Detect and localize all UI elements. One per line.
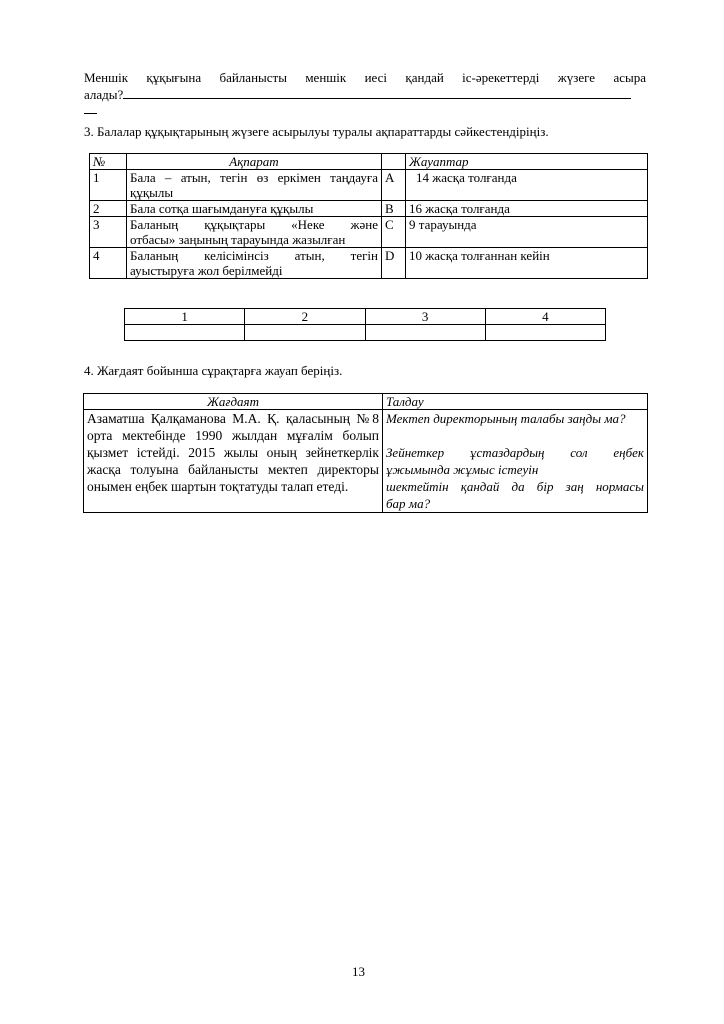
question-3-heading: 3. Балалар құқықтарының жүзеге асырылуы туралы ақпараттарды сәйкестендіріңіз. <box>84 124 549 139</box>
answer-grid-col-1: 1 <box>125 309 245 325</box>
row-answer: 16 жасқа толғанда <box>406 201 648 217</box>
page-number: 13 <box>352 964 365 979</box>
analysis-question-2-line-1: Зейнеткер ұстаздардың сол еңбек <box>386 445 644 460</box>
table-row <box>90 248 648 279</box>
row-answer: 14 жасқа толғанда <box>406 170 648 201</box>
situation-table <box>83 393 648 513</box>
row-num: 1 <box>90 170 127 201</box>
answer-grid-col-2: 2 <box>245 309 365 325</box>
answer-cell[interactable] <box>365 325 485 341</box>
row-info: Бала сотқа шағымдануға құқылы <box>127 201 382 217</box>
question-1-ending: алады? <box>84 87 124 102</box>
matching-table <box>89 153 648 279</box>
row-info: Баланың келісімінсіз атын, тегін ауыстыруға жол берілмейді <box>127 248 382 279</box>
row-num: 3 <box>90 217 127 248</box>
row-letter: C <box>382 217 406 248</box>
table-row <box>90 217 648 248</box>
header-letter-empty <box>382 154 406 170</box>
header-answers: Жауаптар <box>406 154 648 170</box>
header-info: Ақпарат <box>127 154 382 170</box>
analysis-cell <box>383 410 648 513</box>
situation-row <box>84 410 648 513</box>
answer-grid-blank-row <box>125 325 606 341</box>
answer-grid <box>124 308 606 341</box>
header-situation: Жағдаят <box>84 394 383 410</box>
answer-cell[interactable] <box>125 325 245 341</box>
row-info: Бала – атын, тегін өз еркімен таңдауға құқылы <box>127 170 382 201</box>
analysis-spacer <box>386 427 644 444</box>
situation-text: Азаматша Қалқаманова М.А. Қ. қаласының №8 орта мектебінде 1990 жылдан мұғалім болып қызмет істейді. 2015 жылы оның зейнеткерлік жасқа толуына байланысты мектеп директоры онымен еңбек шартын тоқтатуды талап етеді. <box>84 410 383 513</box>
row-letter: A <box>382 170 406 201</box>
question-1-line-1: Меншік құқығына байланысты меншік иесі қандай іс-әрекеттерді жүзеге асыра <box>84 70 646 85</box>
row-answer: 10 жасқа толғаннан кейін <box>406 248 648 279</box>
table-row <box>90 201 648 217</box>
analysis-question-2-line-2: ұжымында жұмыс істеуін <box>386 462 539 477</box>
row-letter: B <box>382 201 406 217</box>
header-analysis: Талдау <box>383 394 648 410</box>
row-letter: D <box>382 248 406 279</box>
row-num: 4 <box>90 248 127 279</box>
answer-cell[interactable] <box>245 325 365 341</box>
question-1-line-2 <box>84 86 646 103</box>
header-num: № <box>90 154 127 170</box>
answer-cell[interactable] <box>485 325 605 341</box>
analysis-question-2-line-3: шектейтін қандай да бір заң нормасы <box>386 479 644 494</box>
answer-blank-dash <box>84 103 97 114</box>
answer-grid-header <box>125 309 606 325</box>
question-4-heading: 4. Жағдаят бойынша сұрақтарға жауап беріңіз. <box>84 363 343 378</box>
analysis-question-1: Мектеп директорының талабы заңды ма? <box>386 411 626 426</box>
matching-table-header <box>90 154 648 170</box>
answer-blank-line <box>123 86 631 99</box>
answer-blank-continuation <box>84 102 97 118</box>
row-num: 2 <box>90 201 127 217</box>
situation-table-header <box>84 394 648 410</box>
answer-grid-col-4: 4 <box>485 309 605 325</box>
answer-grid-col-3: 3 <box>365 309 485 325</box>
analysis-question-2-line-4: бар ма? <box>386 496 431 511</box>
row-info: Баланың құқықтары «Неке және отбасы» заңының тарауында жазылған <box>127 217 382 248</box>
row-answer: 9 тарауында <box>406 217 648 248</box>
table-row <box>90 170 648 201</box>
